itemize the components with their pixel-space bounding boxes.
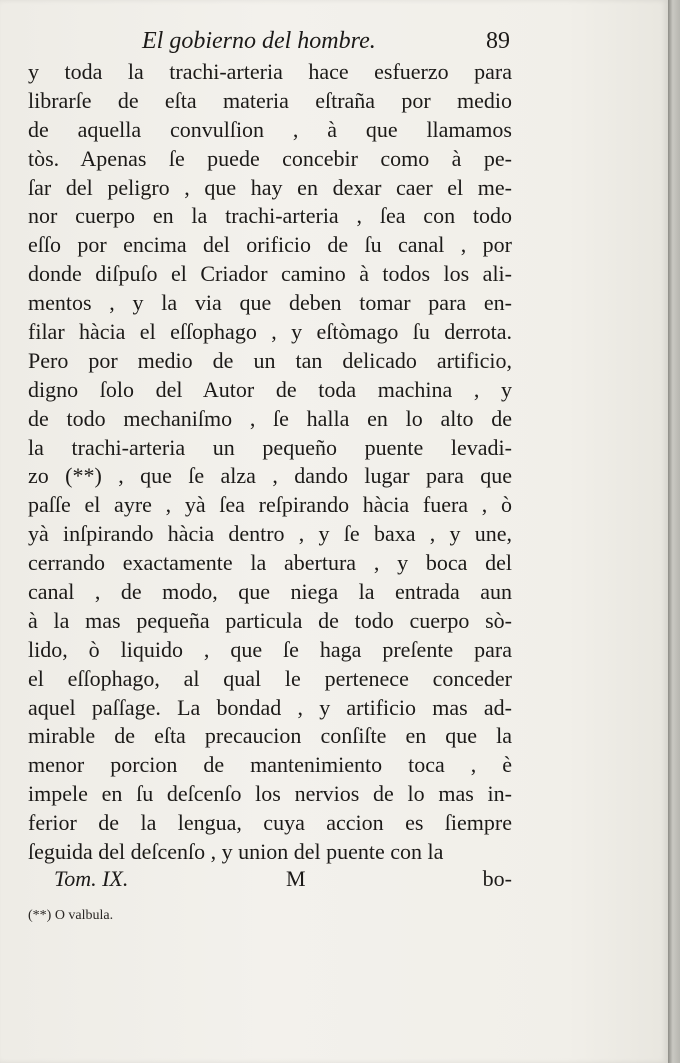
text-line: filar hàcia el eſſophago , y eſtòmago ſu derrota. [28,319,512,345]
text-line: digno ſolo del Autor de toda machina , y [28,376,512,402]
footnote: (**) O valbula. [28,908,114,923]
signature-line [28,866,512,896]
text-line: ferior de la lengua, cuya accion es ſiempre [28,810,512,836]
text-line: Pero por medio de un tan delicado artificio, [28,347,512,373]
text-line: impele en ſu deſcenſo los nervios de lo mas in- [28,781,512,807]
text-line: ſar del peligro , que hay en dexar caer el me- [28,174,512,200]
page-number: 89 [486,28,510,54]
text-line: aquel paſſage. La bondad , y artificio mas ad- [28,694,512,720]
text-line: y toda la trachi-arteria hace esfuerzo para [28,59,512,84]
text-line: mentos , y la via que deben tomar para en- [28,290,512,316]
running-head-title: El gobierno del hombre. [142,28,376,54]
text-line: ſeguida del deſcenſo , y union del puente con la [28,839,444,865]
catchword: bo- [482,866,512,891]
page-edge [668,0,680,1063]
text-line: librarſe de eſta materia eſtraña por medio [28,87,512,113]
text-line: eſſo por encima del orificio de ſu canal , por [28,232,512,258]
text-line: de aquella convulſion , à que llamamos [28,116,512,142]
text-line: yà inſpirando hàcia dentro , y ſe baxa , y une, [28,521,512,547]
text-line: donde diſpuſo el Criador camino à todos los ali- [28,261,512,287]
text-line: cerrando exactamente la abertura , y boca del [28,550,512,576]
text-line: menor porcion de mantenimiento toca , è [28,752,512,778]
text-line: la trachi-arteria un pequeño puente levadi- [28,434,512,460]
text-line: nor cuerpo en la trachi-arteria , ſea con todo [28,203,512,229]
body-text [28,58,512,867]
signature-mark: M [286,866,306,891]
text-line: de todo mechaniſmo , ſe halla en lo alto de [28,405,512,431]
text-line: canal , de modo, que niega la entrada aun [28,579,512,605]
text-line: mirable de eſta precaucion conſiſte en que la [28,723,512,749]
volume-label: Tom. IX. [54,866,129,891]
text-line: el eſſophago, al qual le pertenece conceder [28,665,512,691]
text-line: tòs. Apenas ſe puede concebir como à pe- [28,145,512,171]
text-line: zo (**) , que ſe alza , dando lugar para que [28,463,512,489]
text-line: lido, ò liquido , que ſe haga preſente para [28,636,512,662]
running-head [28,26,510,60]
text-line: paſſe el ayre , yà ſea reſpirando hàcia fuera , ò [28,492,512,518]
text-line: à la mas pequeña particula de todo cuerpo sò- [28,607,512,633]
